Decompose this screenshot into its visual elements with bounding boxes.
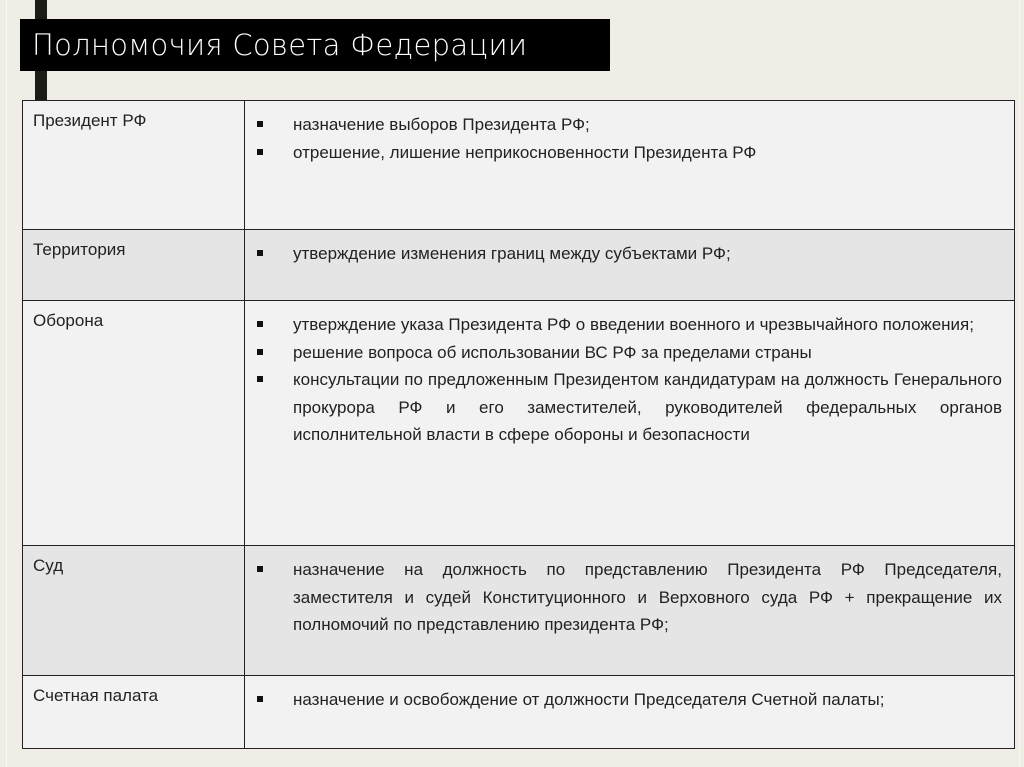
- list-item: отрешение, лишение неприкосновенности Президента РФ: [255, 139, 1002, 167]
- row-category: Оборона: [23, 301, 245, 546]
- list-item: назначение выборов Президента РФ;: [255, 111, 1002, 139]
- table-row: [23, 301, 1015, 546]
- table-row: [23, 101, 1015, 230]
- row-category: Президент РФ: [23, 101, 245, 230]
- table-row: [23, 546, 1015, 676]
- row-items: [245, 230, 1015, 301]
- row-category: Счетная палата: [23, 676, 245, 749]
- table-row: [23, 676, 1015, 749]
- row-items: [245, 676, 1015, 749]
- list-item: консультации по предложенным Президентом кандидатурам на должность Генерального прокурора РФ и его заместителей, руководителей федеральных органов исполнительной власти в сфере обороны и безопасности: [255, 366, 1002, 449]
- row-items: [245, 301, 1015, 546]
- row-category: Суд: [23, 546, 245, 676]
- powers-table: [22, 100, 1015, 749]
- list-item: назначение и освобождение от должности Председателя Счетной палаты;: [255, 686, 1002, 714]
- row-items: [245, 546, 1015, 676]
- list-item: утверждение изменения границ между субъектами РФ;: [255, 240, 1002, 268]
- slide-title: Полномочия Совета Федерации: [20, 19, 610, 71]
- list-item: утверждение указа Президента РФ о введении военного и чрезвычайного положения;: [255, 311, 1002, 339]
- row-items: [245, 101, 1015, 230]
- list-item: назначение на должность по представлению Президента РФ Председателя, заместителя и судей Конституционного и Верховного суда РФ + прекращение их полномочий по представлению президента РФ;: [255, 556, 1002, 639]
- table-row: [23, 230, 1015, 301]
- list-item: решение вопроса об использовании ВС РФ за пределами страны: [255, 339, 1002, 367]
- row-category: Территория: [23, 230, 245, 301]
